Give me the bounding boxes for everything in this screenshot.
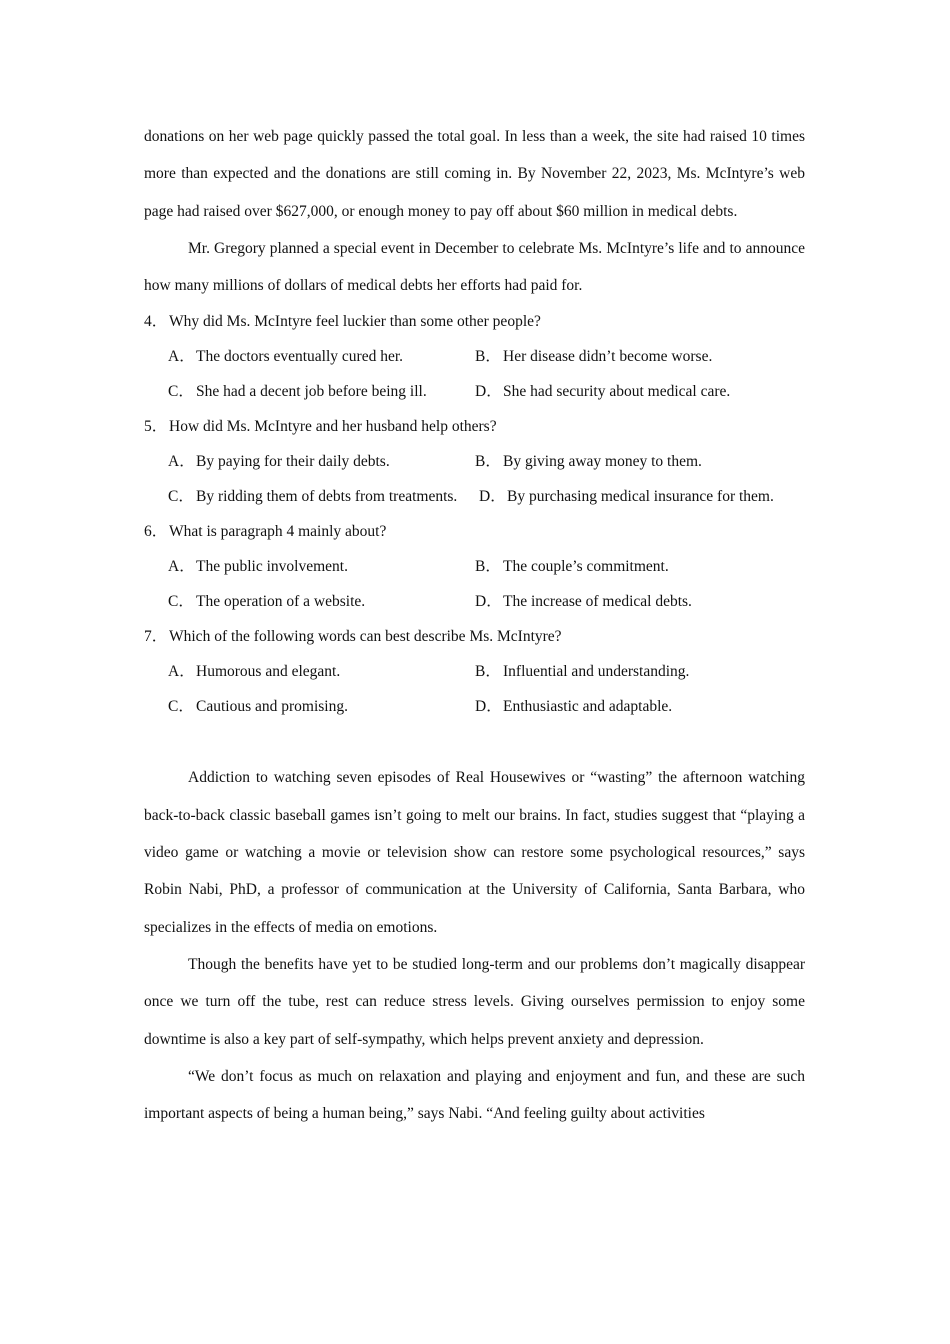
option-c[interactable] [168, 689, 348, 724]
question-number: 4． [144, 313, 168, 331]
option-letter: C． [168, 488, 194, 506]
option-text: The couple’s commitment. [503, 558, 669, 576]
question-text: Why did Ms. McIntyre feel luckier than some other people? [169, 313, 541, 331]
option-row [144, 339, 805, 374]
option-row [144, 654, 805, 689]
option-row [144, 689, 805, 724]
option-b[interactable] [475, 339, 712, 374]
option-d[interactable] [479, 479, 774, 514]
question-text: How did Ms. McIntyre and her husband help others? [169, 418, 497, 436]
passage-paragraph: Mr. Gregory planned a special event in December to celebrate Ms. McIntyre’s life and to announce how many millions of dollars of medical debts her efforts had paid for. [144, 239, 805, 295]
option-text: The doctors eventually cured her. [196, 348, 404, 366]
passage-paragraph: Though the benefits have yet to be studied long-term and our problems don’t magically disappear once we turn off the tube, rest can reduce stress levels. Giving ourselves permission to enjoy some downtime is also a key part of self-sympathy, which helps prevent anxiety and depression. [144, 955, 805, 1048]
option-text: Humorous and elegant. [196, 663, 341, 681]
question-number: 5． [144, 418, 168, 436]
option-b[interactable] [475, 549, 669, 584]
passage-paragraph: Addiction to watching seven episodes of Real Housewives or “wasting” the afternoon watching back-to-back classic baseball games isn’t going to melt our brains. In fact, studies suggest that “playing a video game or watching a movie or television show can restore some psychological resources,” says Robin Nabi, PhD, a professor of communication at the University of California, Santa Barbara, who specializes in the effects of media on emotions. [144, 769, 805, 936]
option-a[interactable] [168, 654, 340, 689]
option-text: The increase of medical debts. [503, 593, 692, 611]
option-row [144, 584, 805, 619]
question-6 [144, 514, 805, 619]
option-c[interactable] [168, 584, 365, 619]
passage-paragraph: “We don’t focus as much on relaxation and playing and enjoyment and fun, and these are such important aspects of being a human being,” says Nabi. “And feeling guilty about activities [144, 1067, 805, 1123]
option-letter: B． [475, 663, 501, 681]
option-row [144, 549, 805, 584]
question-5 [144, 409, 805, 514]
option-letter: C． [168, 383, 194, 401]
option-letter: D． [475, 593, 502, 611]
question-text: Which of the following words can best describe Ms. McIntyre? [169, 628, 562, 646]
option-text: The operation of a website. [196, 593, 366, 611]
option-row [144, 479, 805, 514]
option-text: Enthusiastic and adaptable. [503, 698, 673, 716]
option-text: By paying for their daily debts. [196, 453, 390, 471]
passage-paragraph: donations on her web page quickly passed the total goal. In less than a week, the site had raised 10 times more than expected and the donations are still coming in. By November 22, 2023, Ms. McIntyre’s web page had raised over $627,000, or enough money to pay off about $60 million in medical debts. [144, 128, 805, 220]
option-text: Her disease didn’t become worse. [503, 348, 713, 366]
option-text: Influential and understanding. [503, 663, 690, 681]
option-b[interactable] [475, 444, 702, 479]
option-letter: D． [475, 383, 502, 401]
option-letter: A． [168, 558, 195, 576]
section-divider-space [144, 724, 805, 759]
option-letter: C． [168, 593, 194, 611]
option-text: The public involvement. [196, 558, 348, 576]
question-number: 6． [144, 523, 168, 541]
option-d[interactable] [475, 584, 692, 619]
option-d[interactable] [475, 374, 730, 409]
question-stem [144, 514, 805, 549]
question-text: What is paragraph 4 mainly about? [169, 523, 387, 541]
option-letter: B． [475, 348, 501, 366]
option-letter: A． [168, 663, 195, 681]
question-stem [144, 619, 805, 654]
option-row [144, 444, 805, 479]
question-stem [144, 409, 805, 444]
option-b[interactable] [475, 654, 689, 689]
option-letter: D． [479, 488, 506, 506]
option-d[interactable] [475, 689, 672, 724]
option-letter: B． [475, 558, 501, 576]
option-text: By ridding them of debts from treatments. [196, 488, 458, 506]
option-letter: A． [168, 348, 195, 366]
option-text: By giving away money to them. [503, 453, 702, 471]
option-text: She had security about medical care. [503, 383, 731, 401]
option-text: Cautious and promising. [196, 698, 348, 716]
option-row [144, 374, 805, 409]
question-number: 7． [144, 628, 168, 646]
option-a[interactable] [168, 339, 403, 374]
option-text: She had a decent job before being ill. [196, 383, 427, 401]
question-7 [144, 619, 805, 724]
question-4 [144, 304, 805, 409]
document-page [144, 118, 805, 1132]
option-letter: B． [475, 453, 501, 471]
option-letter: C． [168, 698, 194, 716]
option-letter: D． [475, 698, 502, 716]
option-c[interactable] [168, 479, 457, 514]
option-letter: A． [168, 453, 195, 471]
question-stem [144, 304, 805, 339]
option-a[interactable] [168, 444, 390, 479]
option-a[interactable] [168, 549, 348, 584]
option-c[interactable] [168, 374, 427, 409]
option-text: By purchasing medical insurance for them. [507, 488, 774, 506]
